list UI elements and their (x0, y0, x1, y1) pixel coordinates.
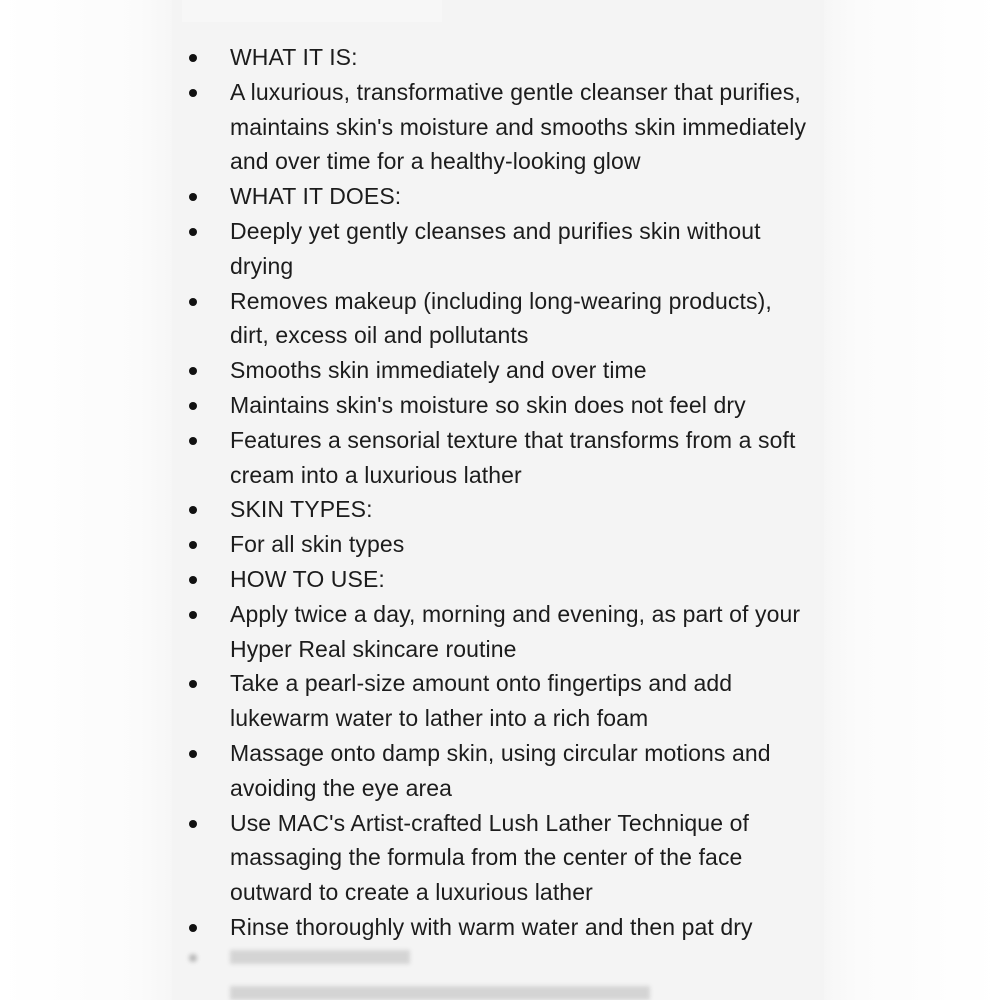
list-item-text: Apply twice a day, morning and evening, as part of your Hyper Real skincare routine (230, 600, 801, 662)
list-item-text: Maintains skin's moisture so skin does not feel dry (230, 391, 746, 418)
list-item-text: Smooths skin immediately and over time (230, 357, 647, 384)
bullet-icon (189, 367, 197, 375)
bullet-icon (189, 680, 197, 688)
list-item-text: Massage onto damp skin, using circular motions and avoiding the eye area (230, 739, 771, 801)
bullet-icon (189, 611, 197, 619)
list-item-text: SKIN TYPES: (230, 496, 373, 523)
list-item-text: Take a pearl-size amount onto fingertips and add lukewarm water to lather into a rich foam (230, 670, 733, 732)
bullet-icon (189, 541, 197, 549)
bullet-icon (189, 750, 197, 758)
bullet-icon (189, 228, 197, 236)
list-item (172, 423, 824, 493)
bullet-icon (189, 576, 197, 584)
list-item (172, 40, 824, 75)
bullet-icon (189, 54, 197, 62)
list-item (172, 388, 824, 423)
bullet-icon (189, 298, 197, 306)
list-item-text: WHAT IT IS: (230, 44, 358, 70)
list-item (172, 214, 824, 284)
list-item (172, 597, 824, 667)
list-item-text: WHAT IT DOES: (230, 183, 402, 210)
list-item (172, 75, 824, 179)
list-item (172, 562, 824, 597)
bullet-icon (189, 820, 197, 828)
right-margin (822, 0, 1000, 1000)
list-item-text: Features a sensorial texture that transforms from a soft cream into a luxurious lather (230, 426, 796, 488)
bullet-icon (189, 506, 197, 514)
top-edge (182, 0, 442, 22)
list-item (172, 666, 824, 736)
product-description-sheet (172, 0, 824, 1000)
bullet-icon (189, 954, 197, 962)
bullet-icon (189, 89, 197, 97)
list-item-text: Use MAC's Artist-crafted Lush Lather Technique of massaging the formula from the center of the face outward to create a luxurious lather (230, 809, 749, 906)
list-item-text: Deeply yet gently cleanses and purifies skin without drying (230, 217, 761, 279)
list-item-text: A luxurious, transformative gentle cleanser that purifies, maintains skin's moisture and smooths skin immediately and over time for a healthy-looking glow (230, 78, 807, 175)
list-item (172, 736, 824, 806)
cropped-line (230, 950, 410, 964)
list-item-text: Removes makeup (including long-wearing products), dirt, excess oil and pollutants (230, 287, 772, 349)
list-item-text: Rinse thoroughly with warm water and then pat dry (230, 913, 753, 940)
cropped-text-fade (172, 940, 824, 1000)
cropped-line (230, 986, 650, 1000)
list-item (172, 353, 824, 388)
list-item (172, 806, 824, 910)
list-item (172, 284, 824, 354)
bullet-icon (189, 924, 197, 932)
list-item-text: HOW TO USE: (230, 565, 385, 592)
left-margin (0, 0, 175, 1000)
bullet-icon (189, 437, 197, 445)
list-item-text: For all skin types (230, 531, 405, 558)
bullet-list (172, 40, 824, 945)
bullet-icon (189, 193, 197, 201)
list-item (172, 527, 824, 562)
list-item (172, 179, 824, 214)
list-item (172, 492, 824, 527)
bullet-icon (189, 402, 197, 410)
